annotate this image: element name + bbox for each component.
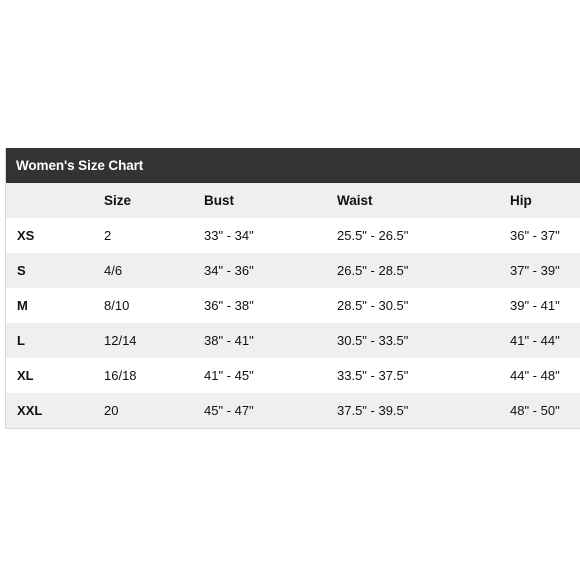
bust-cell: 41" - 45" [204, 368, 254, 383]
row-label: XS [17, 228, 35, 243]
hip-cell: 39" - 41" [510, 298, 560, 313]
waist-cell: 30.5" - 33.5" [337, 333, 409, 348]
table-row [6, 393, 580, 428]
row-label: XL [17, 368, 34, 383]
waist-cell: 25.5" - 26.5" [337, 228, 409, 243]
waist-cell: 26.5" - 28.5" [337, 263, 409, 278]
hip-cell: 48" - 50" [510, 403, 560, 418]
bust-cell: 45" - 47" [204, 403, 254, 418]
bust-cell: 34" - 36" [204, 263, 254, 278]
waist-cell: 28.5" - 30.5" [337, 298, 409, 313]
row-label: M [17, 298, 28, 313]
header-cell-waist: Waist [337, 193, 373, 208]
hip-cell: 36" - 37" [510, 228, 560, 243]
table-row [6, 288, 580, 323]
table-row [6, 218, 580, 253]
size-chart-title: Women's Size Chart [6, 148, 580, 183]
bust-cell: 36" - 38" [204, 298, 254, 313]
table-row [6, 253, 580, 288]
waist-cell: 33.5" - 37.5" [337, 368, 409, 383]
table-header-row [6, 183, 580, 218]
row-label: L [17, 333, 25, 348]
size-cell: 2 [104, 228, 112, 243]
hip-cell: 44" - 48" [510, 368, 560, 383]
header-cell-bust: Bust [204, 193, 234, 208]
row-label: XXL [17, 403, 43, 418]
header-cell-hip: Hip [510, 193, 532, 208]
size-cell: 20 [104, 403, 119, 418]
size-cell: 16/18 [104, 368, 137, 383]
table-row [6, 358, 580, 393]
hip-cell: 41" - 44" [510, 333, 560, 348]
size-cell: 8/10 [104, 298, 130, 313]
table-row [6, 323, 580, 358]
bust-cell: 38" - 41" [204, 333, 254, 348]
size-chart [5, 148, 580, 429]
size-cell: 12/14 [104, 333, 137, 348]
header-cell-size: Size [104, 193, 132, 208]
waist-cell: 37.5" - 39.5" [337, 403, 409, 418]
bust-cell: 33" - 34" [204, 228, 254, 243]
size-cell: 4/6 [104, 263, 123, 278]
hip-cell: 37" - 39" [510, 263, 560, 278]
row-label: S [17, 263, 26, 278]
